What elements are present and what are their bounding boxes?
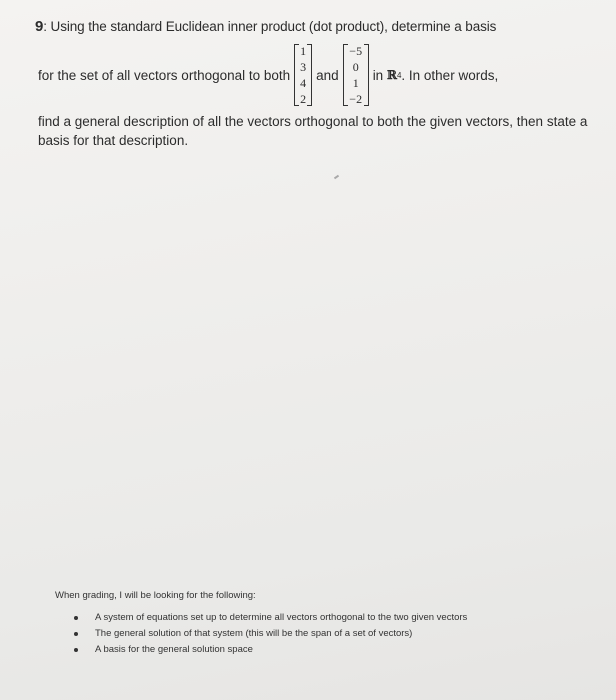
question-number: 9 [35, 18, 44, 35]
stray-mark [334, 175, 339, 180]
vector-a-entry-1: 1 [300, 44, 307, 58]
vector-b [343, 44, 369, 106]
criteria-item [55, 644, 565, 656]
in-other-words-text: . In other words, [401, 67, 499, 83]
criteria-list [55, 612, 555, 656]
question-line-2 [38, 44, 498, 106]
bullet-icon [74, 616, 78, 620]
vector-b-entry-4: −2 [349, 92, 363, 106]
vector-b-entry-2: 0 [352, 60, 359, 74]
criteria-item-text: A system of equations set up to determine all vectors orthogonal to the two given vectors [95, 612, 468, 623]
vector-a-entry-3: 4 [300, 76, 307, 90]
grading-criteria [55, 590, 555, 660]
criteria-item-text: The general solution of that system (this will be the span of a set of vectors) [95, 628, 413, 639]
question-instructions: find a general description of all the vectors orthogonal to both the given vectors, then state a basis for that description. [38, 114, 588, 148]
question-line-1 [35, 18, 496, 35]
real-space-symbol: ℝ [386, 68, 397, 82]
bullet-icon [74, 632, 78, 636]
and-text: and [316, 67, 339, 83]
vector-a-entry-4: 2 [300, 92, 307, 106]
vector-b-entry-1: −5 [349, 44, 363, 58]
vector-a-entry-2: 3 [300, 60, 307, 74]
vector-lead-text: for the set of all vectors orthogonal to both [38, 67, 291, 83]
criteria-item-text: A basis for the general solution space [95, 644, 253, 655]
criteria-item [55, 628, 565, 640]
in-text: in [372, 67, 384, 83]
criteria-intro: When grading, I will be looking for the following: [55, 590, 256, 601]
vector-a [294, 44, 312, 106]
bullet-icon [74, 648, 78, 652]
vector-b-entry-3: 1 [352, 76, 359, 90]
space-dimension: 4 [396, 70, 402, 80]
question-intro-text: : Using the standard Euclidean inner product (dot product), determine a basis [43, 19, 497, 34]
criteria-item [55, 612, 565, 624]
